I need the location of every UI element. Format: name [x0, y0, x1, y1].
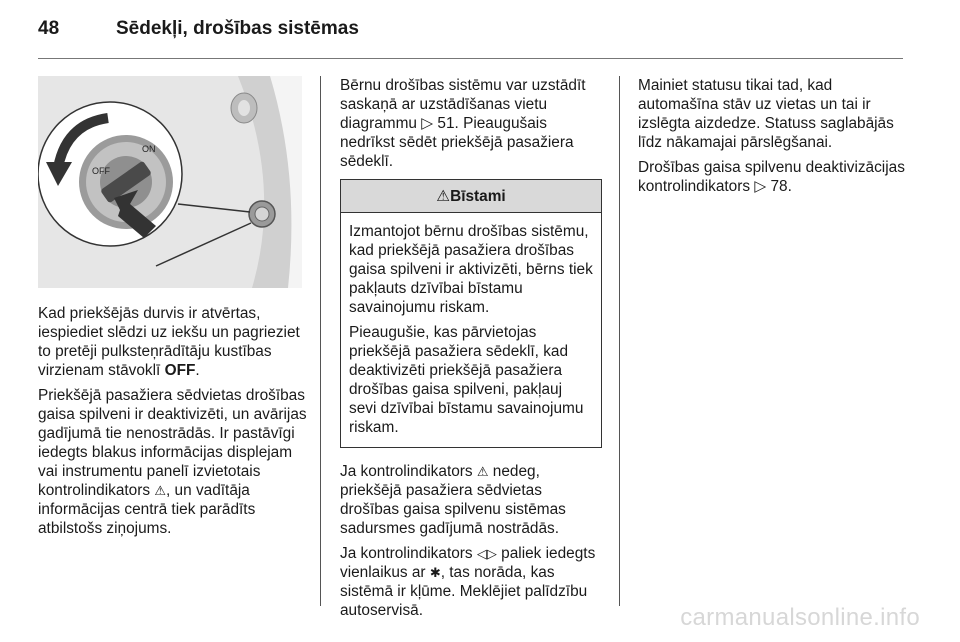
warning-paragraph-2: Pieaugušie, kas pārvietojas priekšējā pasažiera sēdeklī, kad deaktivizēti priekšējā pasažiera drošības gaisa spilveni, pakļauj sevi dzīvībai bīstamu savainojumu riskam.: [349, 324, 584, 436]
figure-label-off: OFF: [92, 166, 110, 176]
page-ref-arrow-icon: ▷: [421, 115, 434, 132]
paragraph-deactivated-info: Priekšējā pasažiera sēdvietas drošības gaisa spilveni ir deaktivizēti, un avārijas gadījumā tie nenostrādās. Ir pastāvīgi iedegts blakus informācijas displejam vai instrumentu panelī izvietotais kontrolindikators ⚠, un vadītāja informācijas centrā tiek parādīts atbilstošs ziņojums.: [38, 387, 307, 537]
page-ref-arrow-icon: ▷: [754, 178, 767, 195]
column-3-text: [638, 76, 908, 202]
warning-header: [341, 180, 601, 213]
airbag-off-indicator-icon: ⚠: [154, 483, 166, 498]
page-number: 48: [38, 18, 60, 39]
paragraph-indicator-ref: Drošības gaisa spilvenu deaktivizācijas kontrolindikators ▷ 78.: [638, 159, 905, 195]
page-header: [38, 18, 359, 40]
paragraph-child-seat: Bērnu drošības sistēmu var uzstādīt saskaņā ar uzstādīšanas vietu diagrammu ▷ 51. Pieaugušais nedrīkst sēdēt priekšējā pasažiera sēdeklī.: [340, 77, 586, 170]
airbag-switch-figure: [38, 76, 302, 288]
airbag-warning-lamp-icon: ✱: [429, 565, 441, 580]
page-title: Sēdekļi, drošības sistēmas: [116, 18, 359, 39]
warning-body: [341, 213, 601, 447]
off-label: OFF: [164, 362, 196, 379]
column-1-text: [38, 304, 310, 544]
airbag-off-indicator-icon: ⚠: [476, 464, 489, 479]
airbag-on-indicator-icon: ◁▷: [476, 546, 497, 561]
warning-title: Bīstami: [450, 188, 506, 205]
paragraph-indicator-fault: Ja kontrolindikators ◁▷ paliek iedegts vienlaikus ar ✱, tas norāda, kas sistēmā ir kļūme. Meklējiet palīdzību autoservisā.: [340, 545, 596, 619]
figure-label-on: ON: [142, 144, 156, 154]
column-divider-2: [619, 76, 620, 606]
page-ref-51: 51: [437, 115, 455, 132]
paragraph-indicator-off: Ja kontrolindikators ⚠ nedeg, priekšējā pasažiera sēdvietas drošības gaisa spilvenu sistēmas sadursmes gadījumā nostrādās.: [340, 463, 566, 537]
watermark: carmanualsonline.info: [680, 604, 920, 631]
paragraph-off-instruction: Kad priekšējās durvis ir atvērtas, iespiediet slēdzi uz iekšu un pagrieziet to pretēji pulksteņrādītāju kustības virzienam stāvoklī OFF.: [38, 305, 300, 379]
warning-paragraph-1: Izmantojot bērnu drošības sistēmu, kad priekšējā pasažiera drošības gaisa spilveni ir aktivizēti, bērns tiek pakļauts dzīvībai bīstamu savainojumu riskam.: [349, 223, 593, 316]
header-rule: [38, 58, 903, 59]
column-divider-1: [320, 76, 321, 606]
warning-triangle-icon: ⚠: [436, 188, 451, 205]
danger-warning-box: [340, 179, 602, 448]
paragraph-change-status: Mainiet statusu tikai tad, kad automašīna stāv uz vietas un tai ir izslēgta aizdedze. Statuss saglabājās līdz nākamajai pārslēgšanai.: [638, 77, 894, 151]
page-ref-78: 78: [770, 178, 788, 195]
column-2-text: [340, 76, 602, 626]
